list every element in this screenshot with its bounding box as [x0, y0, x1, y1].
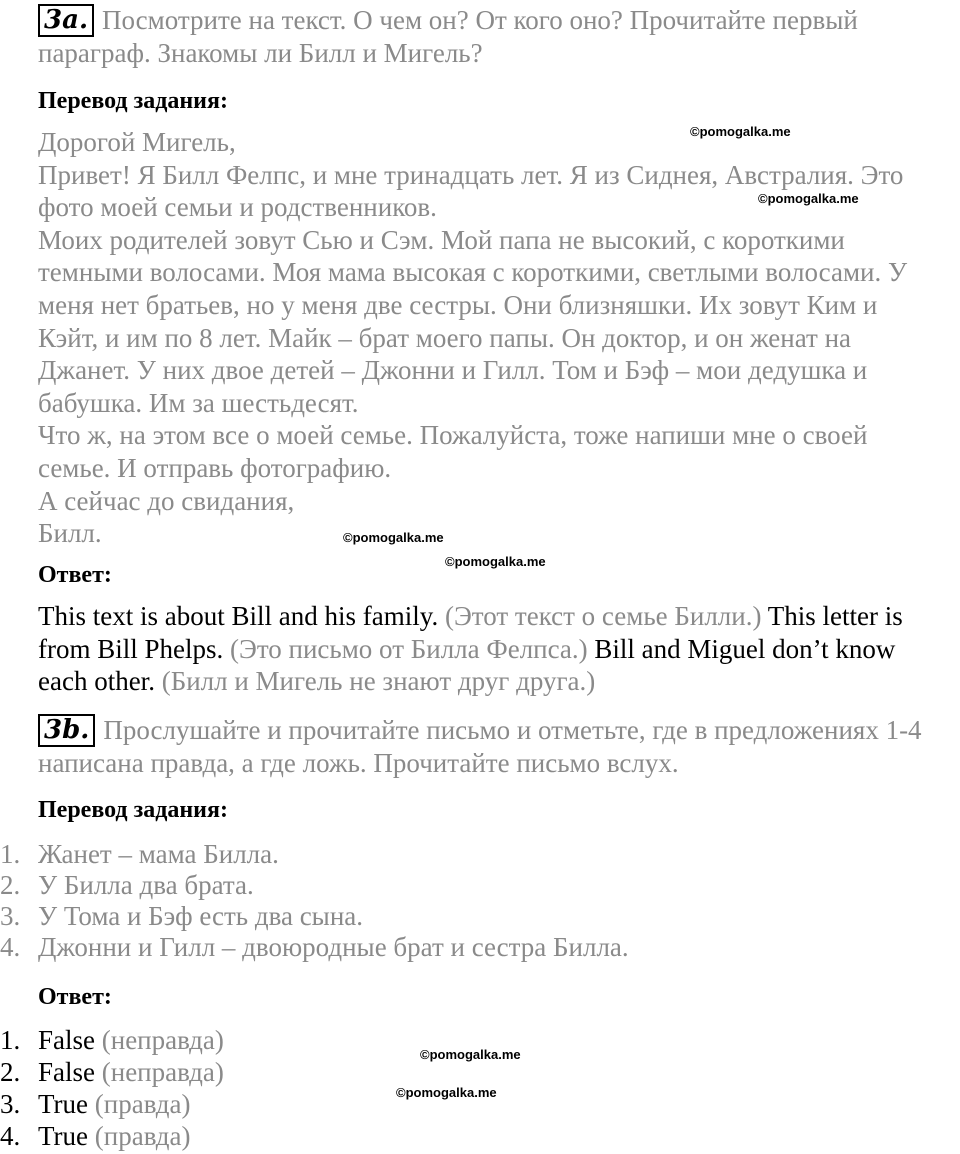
- task-3b-instruction: [38, 714, 958, 780]
- watermark: ©pomogalka.me: [396, 1085, 497, 1100]
- answer-en: True: [38, 1089, 89, 1119]
- task-3a-instruction: [38, 4, 958, 70]
- letter-line: Привет! Я Билл Фелпс, и мне тринадцать лет. Я из Сиднея, Австралия. Это: [38, 159, 904, 190]
- statement-text: Джонни и Гилл – двоюродные брат и сестра Билла.: [38, 932, 629, 962]
- answer-en-3: Bill and Miguel don’t know: [594, 633, 896, 664]
- list-item: [0, 838, 279, 870]
- watermark: ©pomogalka.me: [758, 191, 859, 206]
- letter-line: фото моей семьи и родственников.: [38, 192, 437, 223]
- statement-text: Жанет – мама Билла.: [38, 839, 279, 869]
- task-3a-translation-heading: Перевод задания:: [38, 88, 228, 114]
- task-3b-instruction-line2: написана правда, а где ложь. Прочитайте письмо вслух.: [38, 748, 679, 778]
- letter-line: Дорогой Мигель,: [38, 127, 236, 157]
- list-item: [0, 1056, 224, 1088]
- answer-en: False: [38, 1025, 95, 1055]
- statement-text: У Билла два брата.: [38, 870, 254, 900]
- list-number: 4.: [0, 932, 21, 962]
- task-3a-answer: [38, 600, 958, 698]
- letter-line: Билл.: [38, 518, 102, 549]
- answer-en-1: This text is about Bill and his family.: [38, 601, 439, 631]
- answer-ru: (неправда): [101, 1057, 224, 1087]
- answers-list: [0, 1024, 400, 1154]
- answer-ru: (неправда): [101, 1025, 224, 1055]
- letter-line: семье. И отправь фотографию.: [38, 452, 392, 483]
- letter-line: темными волосами. Моя мама высокая с короткими, светлыми волосами. У: [38, 257, 908, 288]
- answer-ru-3: (Билл и Мигель не знают друг друга.): [161, 666, 596, 697]
- task-3b-answer-heading: Ответ:: [38, 984, 112, 1010]
- answer-ru-2: (Это письмо от Билла Фелпса.): [230, 633, 588, 664]
- letter-line: меня нет братьев, но у меня две сестры. Они близняшки. Их зовут Ким и: [38, 289, 878, 320]
- list-item: [0, 900, 363, 932]
- watermark: ©pomogalka.me: [420, 1047, 521, 1062]
- answer-en-2: This letter is: [767, 601, 903, 631]
- watermark: ©pomogalka.me: [690, 124, 791, 139]
- list-number: 1.: [0, 1025, 21, 1055]
- list-item: [0, 931, 629, 963]
- answer-ru-1: (Этот текст о семье Билли.): [444, 601, 762, 631]
- letter-text: [38, 126, 958, 550]
- list-number: 2.: [0, 1057, 21, 1087]
- list-number: 3.: [0, 1089, 21, 1119]
- task-3b-translation-heading: Перевод задания:: [38, 797, 228, 823]
- letter-line: Кэйт, и им по 8 лет. Майк – брат моего папы. Он доктор, и он женат на: [38, 322, 852, 353]
- letter-line: Что ж, на этом все о моей семье. Пожалуйста, тоже напиши мне о своей: [38, 420, 868, 451]
- task-3a-badge: 3a.: [38, 4, 94, 37]
- answer-ru: (правда): [94, 1089, 191, 1119]
- task-3b-instruction-line1: Прослушайте и прочитайте письмо и отметьте, где в предложениях 1-4: [103, 715, 922, 745]
- answer-en: False: [38, 1057, 95, 1087]
- task-3a-instruction-line1: Посмотрите на текст. О чем он? От кого оно? Прочитайте первый: [102, 5, 858, 35]
- list-number: 3.: [0, 901, 21, 931]
- task-3a-instruction-line2: параграф. Знакомы ли Билл и Мигель?: [38, 38, 483, 68]
- task-3a-answer-heading: Ответ:: [38, 562, 112, 588]
- answer-en-3b: each other.: [38, 666, 155, 697]
- letter-line: Джанет. У них двое детей – Джонни и Гилл. Том и Бэф – мои дедушка и: [38, 355, 868, 386]
- list-item: [0, 1088, 191, 1120]
- answer-ru: (правда): [94, 1121, 191, 1151]
- list-item: [0, 1024, 224, 1056]
- statements-list: [0, 838, 940, 968]
- list-item: [0, 869, 254, 901]
- list-item: [0, 1120, 191, 1152]
- list-number: 1.: [0, 839, 21, 869]
- letter-line: А сейчас до свидания,: [38, 485, 295, 516]
- task-3b-badge: 3b.: [38, 714, 95, 747]
- list-number: 4.: [0, 1121, 21, 1151]
- letter-line: Моих родителей зовут Сью и Сэм. Мой папа не высокий, с короткими: [38, 224, 845, 255]
- statement-text: У Тома и Бэф есть два сына.: [38, 901, 364, 931]
- watermark: ©pomogalka.me: [445, 554, 546, 569]
- answer-en-2b: from Bill Phelps.: [38, 633, 224, 664]
- watermark: ©pomogalka.me: [343, 530, 444, 545]
- answer-en: True: [38, 1121, 89, 1151]
- list-number: 2.: [0, 870, 21, 900]
- letter-line: бабушка. Им за шестьдесят.: [38, 387, 359, 418]
